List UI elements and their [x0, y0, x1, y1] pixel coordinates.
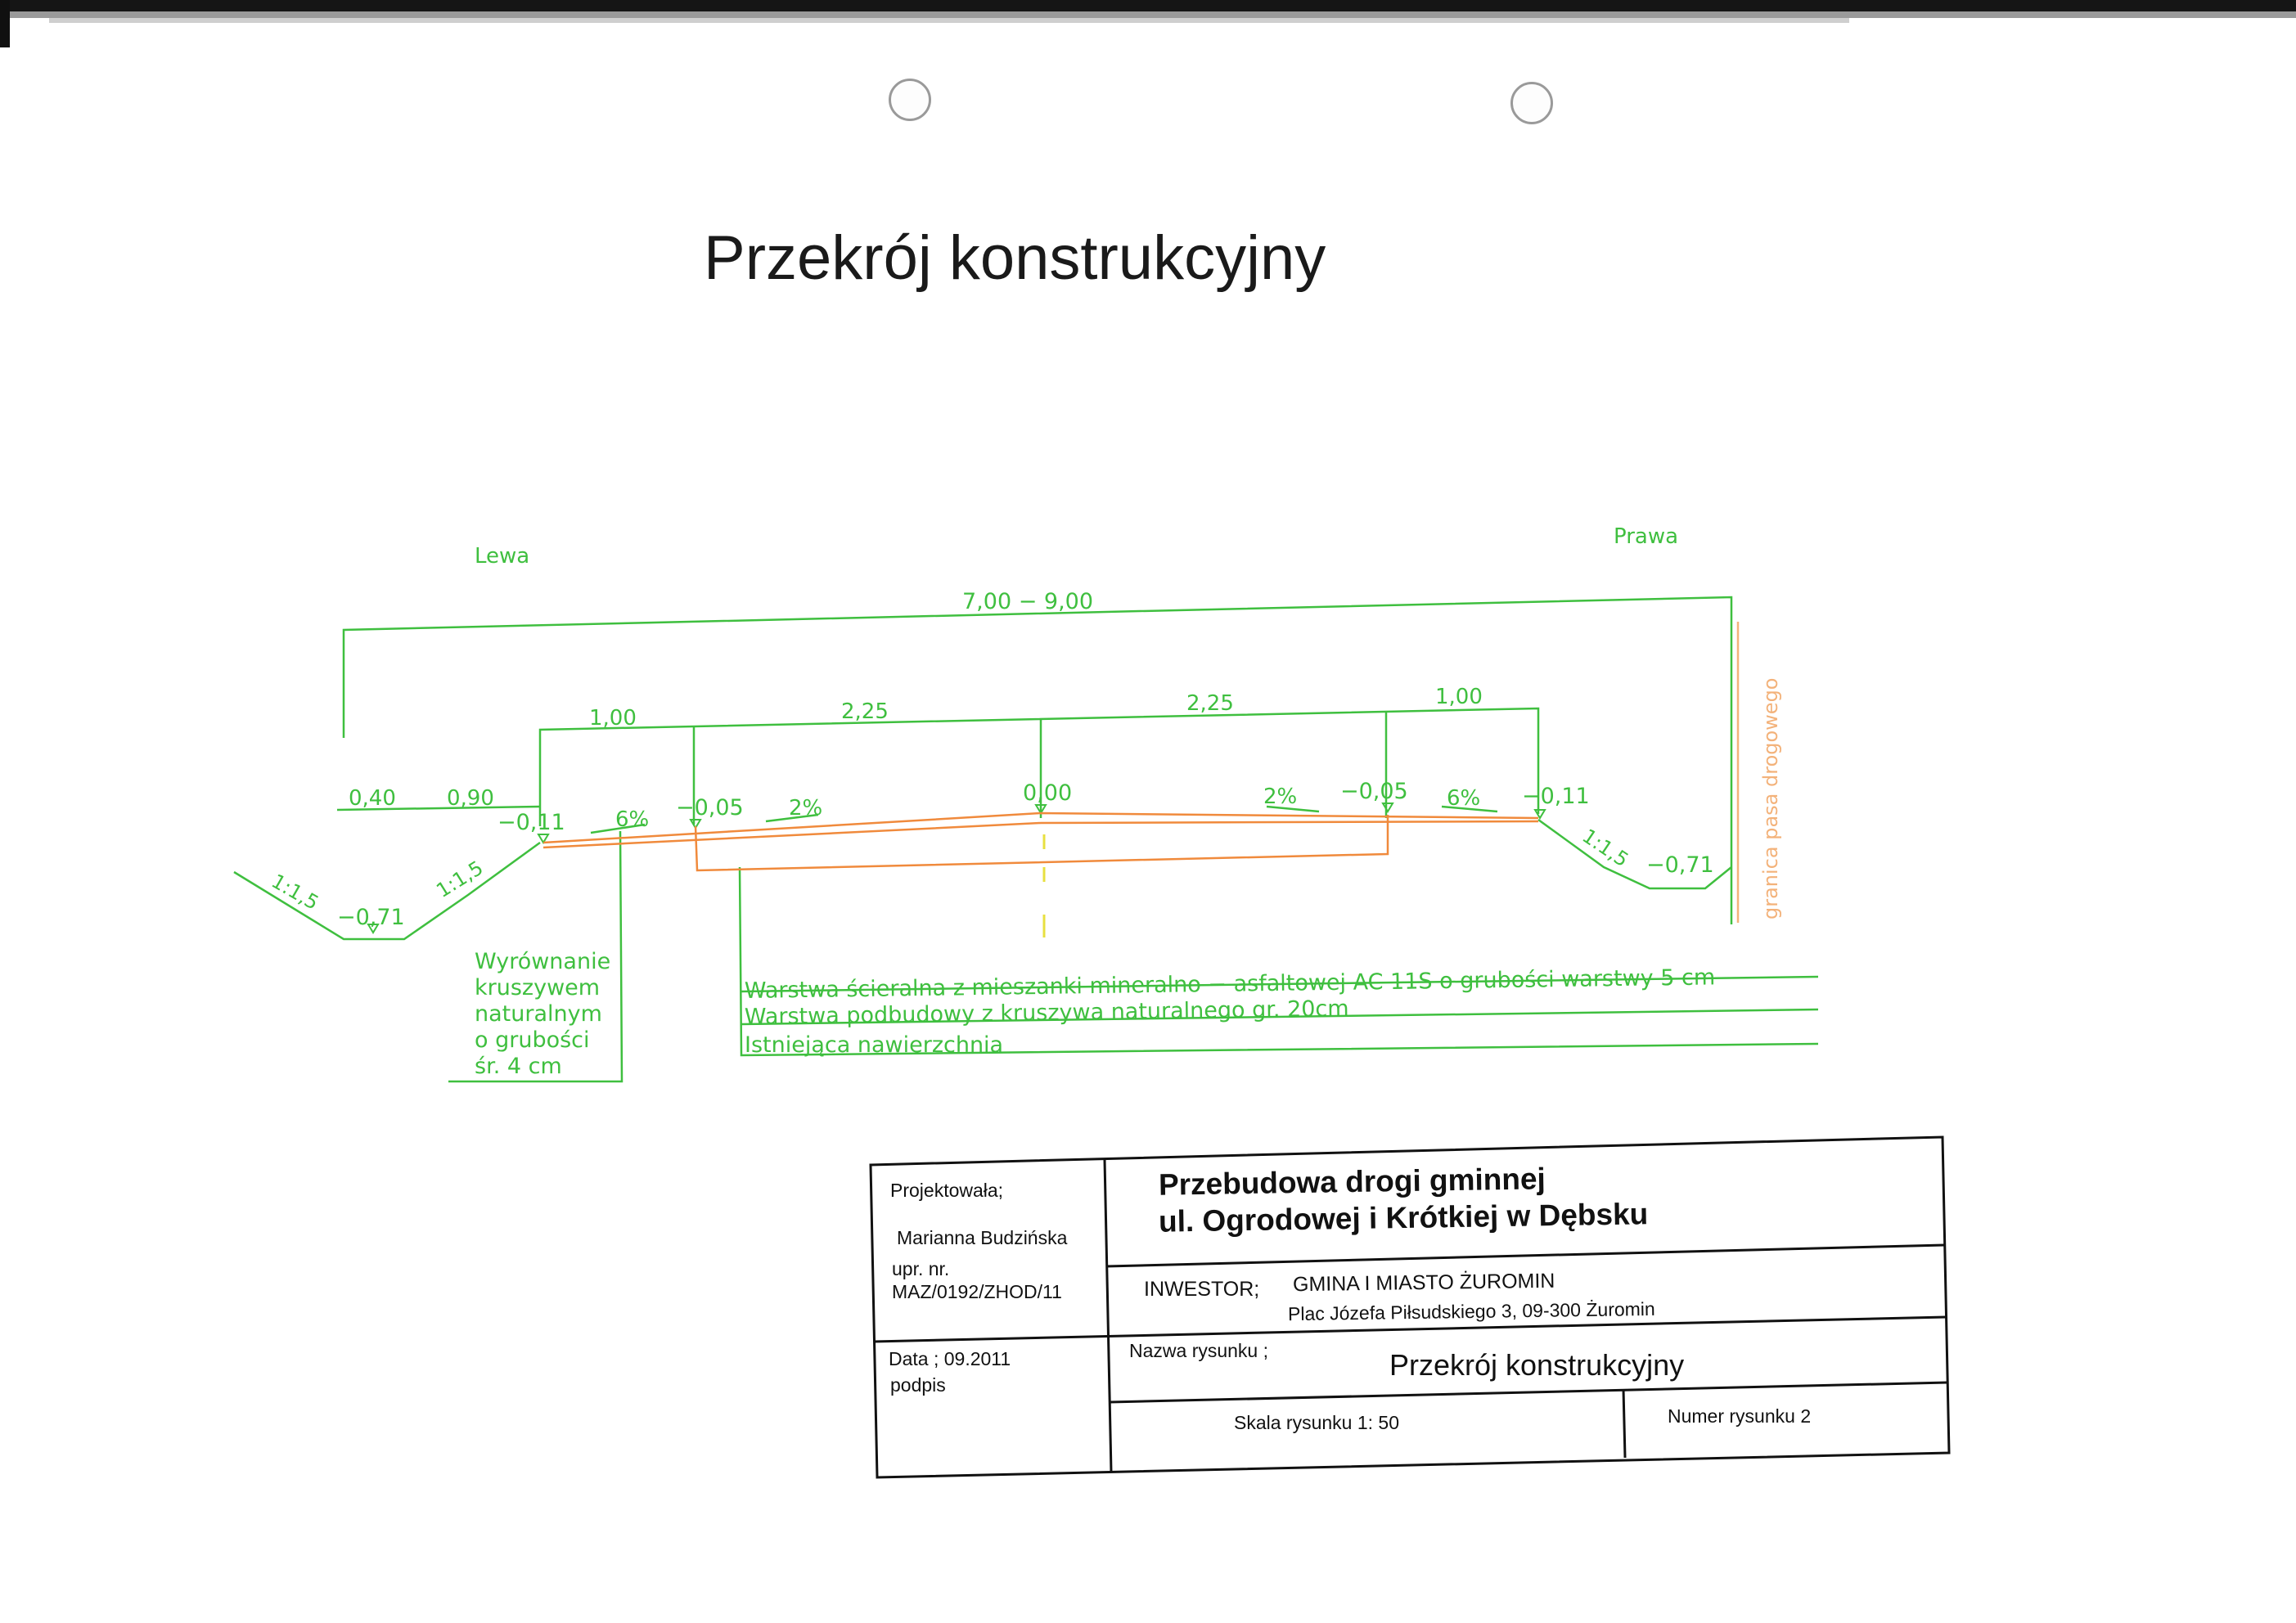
title-block-divider-3	[1110, 1382, 1947, 1402]
dim-2-25-left: 2,25	[841, 699, 889, 724]
dim-2-25-right: 2,25	[1186, 691, 1234, 716]
license-label: upr. nr.	[892, 1258, 950, 1279]
scale-label: Skala rysunku 1: 50	[1234, 1412, 1400, 1433]
elev-right-edge: −0,11	[1522, 784, 1590, 809]
drawing-number: Numer rysunku 2	[1668, 1405, 1812, 1427]
slope-6-right: 6%	[1447, 786, 1481, 811]
elev-axis: 0,00	[1023, 780, 1073, 806]
embankment-left-outer: 1:1,5	[268, 869, 323, 915]
title-block-divider-vertical	[1105, 1160, 1111, 1472]
leveling-note-line-1: Wyrównanie	[475, 949, 611, 974]
title-block-divider-1	[1106, 1245, 1944, 1266]
slope-6-left: 6%	[615, 807, 650, 832]
designer-name: Marianna Budzińska	[897, 1227, 1068, 1248]
sheet-title: Przekrój konstrukcyjny	[704, 223, 1326, 293]
dimension-total-line	[344, 597, 1731, 924]
designer-label: Projektowała;	[890, 1180, 1004, 1201]
elev-left-edge: −0,11	[497, 810, 565, 835]
embankment-right: 1:1,5	[1578, 824, 1633, 872]
boundary-label: granica pasa drogowego	[1759, 677, 1782, 919]
label-left-side: Lewa	[475, 544, 530, 569]
dim-0-90: 0,90	[447, 786, 494, 811]
investor-address: Plac Józefa Piłsudskiego 3, 09-300 Żuromin	[1287, 1297, 1655, 1325]
drawing-name-label: Nazwa rysunku ;	[1129, 1340, 1269, 1361]
elev-marker-right-mid	[1383, 803, 1393, 812]
investor-label: INWESTOR;	[1144, 1278, 1260, 1301]
project-title-line-2: ul. Ogrodowej i Krótkiej w Dębsku	[1158, 1197, 1649, 1239]
label-right-side: Prawa	[1614, 524, 1679, 549]
layer-2-description: Warstwa podbudowy z kruszywa naturalnego gr. 20cm	[744, 996, 1349, 1030]
dim-total-width: 7,00 − 9,00	[962, 589, 1094, 614]
elev-right-mid: −0,05	[1340, 779, 1408, 804]
license-number: MAZ/0192/ZHOD/11	[892, 1281, 1062, 1302]
elev-marker-right-edge	[1535, 810, 1545, 818]
dim-0-40: 0,40	[349, 786, 396, 811]
drawing-name: Przekrój konstrukcyjny	[1389, 1348, 1685, 1382]
layer-1-description: Warstwa ścieralna z mieszanki mineralno − asfaltowej AC 11S o grubości warstwy 5 cm	[744, 964, 1716, 1004]
embankment-left-inner: 1:1,5	[432, 856, 488, 903]
slope-2-right: 2%	[1263, 785, 1298, 809]
dim-1-00-right: 1,00	[1435, 685, 1483, 709]
title-block-divider-vertical-2	[1623, 1389, 1625, 1458]
leveling-note-line-5: śr. 4 cm	[475, 1054, 562, 1079]
elev-left-ditch: −0,71	[337, 905, 405, 930]
elev-left-mid: −0,05	[676, 795, 744, 820]
layer-3-description: Istniejąca nawierzchnia	[745, 1032, 1004, 1058]
date-label: Data ; 09.2011	[889, 1348, 1011, 1369]
investor-name: GMINA I MIASTO ŻUROMIN	[1292, 1269, 1555, 1297]
leveling-note-line-3: naturalnym	[475, 1001, 602, 1027]
slope-2-left: 2%	[789, 796, 823, 820]
dim-1-00-left: 1,00	[589, 706, 637, 731]
leveling-note-line-4: o grubości	[475, 1027, 590, 1053]
project-title-line-1: Przebudowa drogi gminnej	[1158, 1162, 1546, 1202]
leveling-note-line-2: kruszywem	[475, 975, 601, 1000]
elev-right-ditch: −0,71	[1646, 852, 1714, 878]
signature-label: podpis	[890, 1374, 946, 1396]
